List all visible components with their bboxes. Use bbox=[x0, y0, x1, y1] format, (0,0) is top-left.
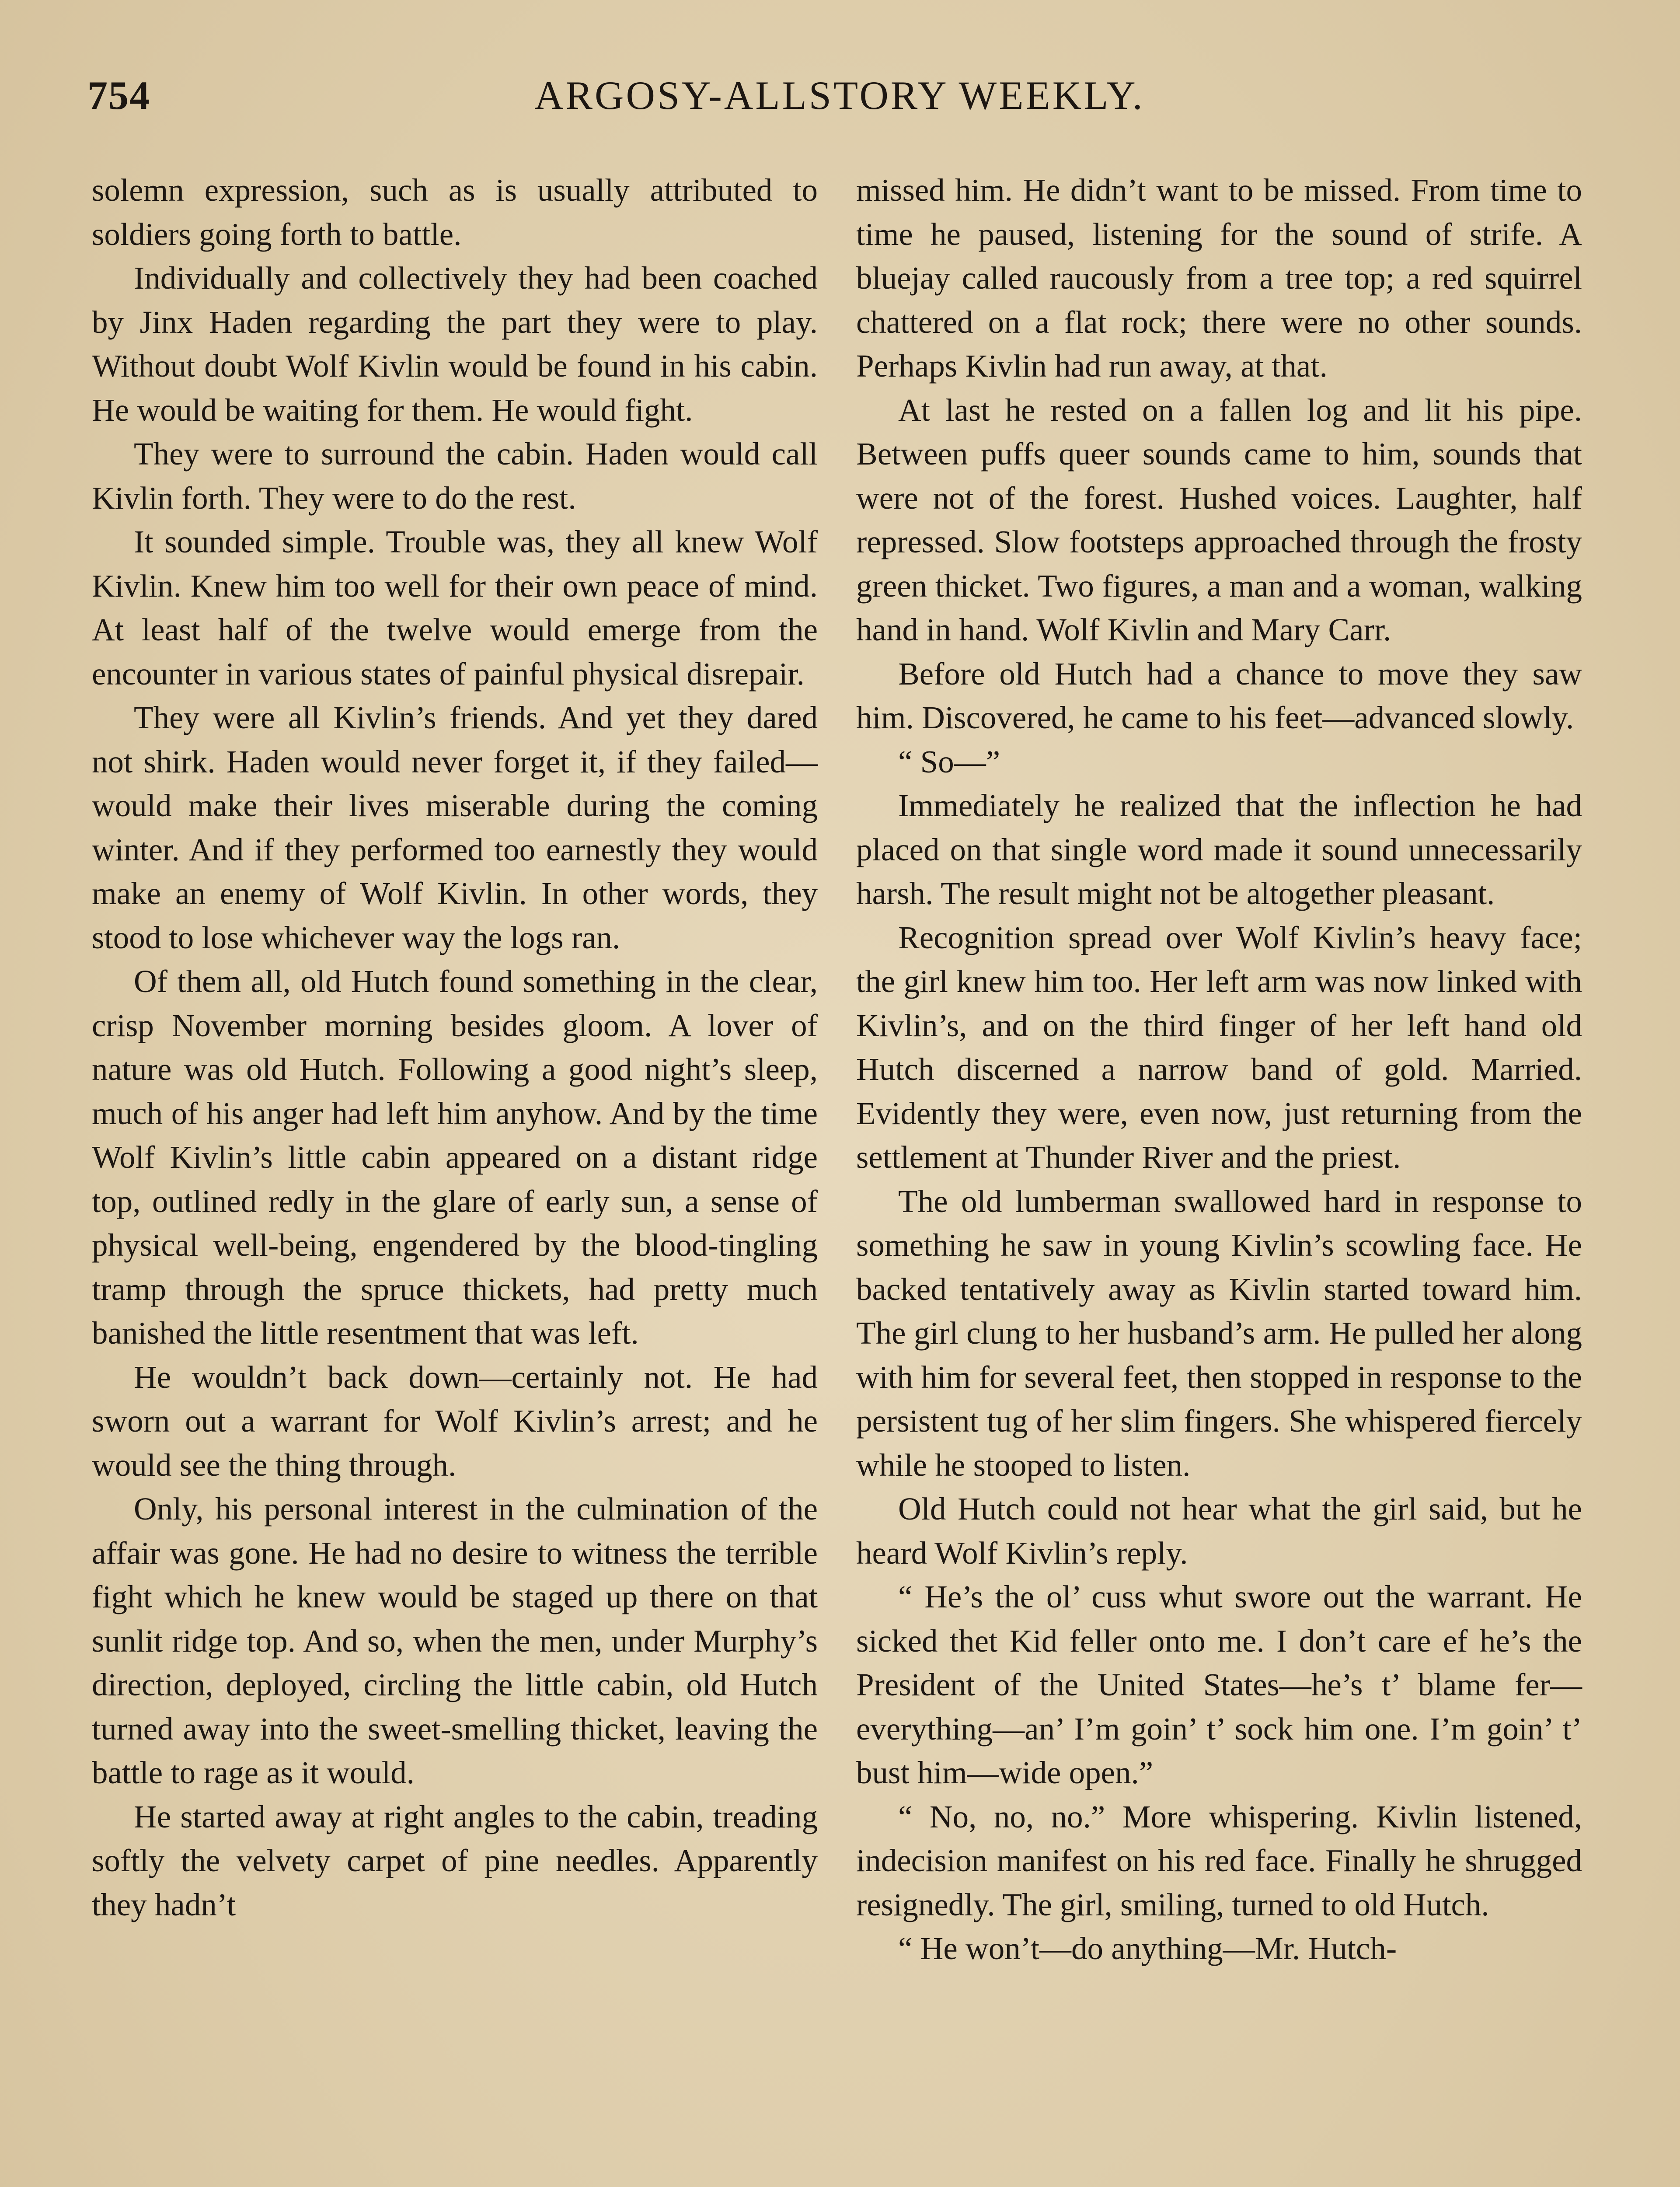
paragraph: He started away at right angles to the cabin, treading softly the velvety carpet of pine needles. Apparently they hadn’t bbox=[92, 1799, 818, 1922]
running-head: ARGOSY-ALLSTORY WEEKLY. bbox=[534, 73, 1145, 118]
paragraph: Individually and collectively they had been coached by Jinx Haden regarding the part they were to play. Without doubt Wolf Kivlin would be found in his cabin. He would be waiting for them. He would fight. bbox=[92, 260, 818, 428]
page-header bbox=[87, 72, 1592, 125]
paragraph: “ He’s the ol’ cuss whut swore out the warrant. He sicked thet Kid feller onto me. I don’t care ef he’s the President of the United States—he’s t’ blame fer—everything—an’ I’m goin’ t’ sock him one. I’m goin’ t’ bust him—wide open.” bbox=[856, 1579, 1582, 1790]
paragraph: Only, his personal interest in the culmination of the affair was gone. He had no desire to witness the terrible fight which he knew would be staged up there on that sunlit ridge top. And so, when the men, under Murphy’s direction, deployed, circling the little cabin, old Hutch turned away into the sweet-smelling thicket, leaving the battle to rage as it would. bbox=[92, 1491, 818, 1790]
left-column bbox=[92, 168, 818, 1927]
paragraph: Immediately he realized that the inflection he had placed on that single word made it sound unnecessarily harsh. The result might not be altogether pleasant. bbox=[856, 788, 1582, 911]
paragraph: The old lumberman swallowed hard in response to something he saw in young Kivlin’s scowling face. He backed tentatively away as Kivlin started toward him. The girl clung to her husband’s arm. He pulled her along with him for several feet, then stopped in response to the persistent tug of her slim fingers. She whispered fiercely while he stooped to listen. bbox=[856, 1183, 1582, 1483]
right-column bbox=[856, 168, 1582, 1971]
paragraph: Old Hutch could not hear what the girl said, but he heard Wolf Kivlin’s reply. bbox=[856, 1491, 1582, 1571]
paragraph: It sounded simple. Trouble was, they all knew Wolf Kivlin. Knew him too well for their own peace of mind. At least half of the twelve would emerge from the encounter in various states of painful physical disrepair. bbox=[92, 524, 818, 692]
paragraph: “ So—” bbox=[898, 744, 1000, 779]
page-number: 754 bbox=[87, 73, 150, 118]
paragraph: At last he rested on a fallen log and lit his pipe. Between puffs queer sounds came to him, sounds that were not of the forest. Hushed voices. Laughter, half repressed. Slow footsteps approached through the frosty green thicket. Two figures, a man and a woman, walking hand in hand. Wolf Kivlin and Mary Carr. bbox=[856, 392, 1582, 647]
paragraph: Of them all, old Hutch found something in the clear, crisp November morning besides gloom. A lover of nature was old Hutch. Following a good night’s sleep, much of his anger had left him anyhow. And by the time Wolf Kivlin’s little cabin appeared on a distant ridge top, outlined redly in the glare of early sun, a sense of physical well-being, engendered by the blood-tingling tramp through the spruce thickets, had pretty much banished the little resentment that was left. bbox=[92, 964, 818, 1351]
paragraph: Before old Hutch had a chance to move they saw him. Discovered, he came to his feet—advanced slowly. bbox=[856, 656, 1582, 735]
paragraph: “ He won’t—do anything—Mr. Hutch- bbox=[898, 1931, 1397, 1966]
paragraph: They were to surround the cabin. Haden would call Kivlin forth. They were to do the rest. bbox=[92, 436, 818, 516]
paragraph: “ No, no, no.” More whispering. Kivlin listened, indecision manifest on his red face. Finally he shrugged resignedly. The girl, smiling, turned to old Hutch. bbox=[856, 1799, 1582, 1922]
paragraph: Recognition spread over Wolf Kivlin’s heavy face; the girl knew him too. Her left arm was now linked with Kivlin’s, and on the third finger of her left hand old Hutch discerned a narrow band of gold. Married. Evidently they were, even now, just returning from the settlement at Thunder River and the priest. bbox=[856, 919, 1582, 1175]
paragraph: solemn expression, such as is usually attributed to soldiers going forth to battle. bbox=[92, 172, 818, 252]
paragraph: They were all Kivlin’s friends. And yet they dared not shirk. Haden would never forget it, if they failed—would make their lives miserable during the coming winter. And if they performed too earnestly they would make an enemy of Wolf Kivlin. In other words, they stood to lose whichever way the logs ran. bbox=[92, 700, 818, 955]
paragraph: He wouldn’t back down—certainly not. He had sworn out a warrant for Wolf Kivlin’s arrest; and he would see the thing through. bbox=[92, 1359, 818, 1483]
paragraph: missed him. He didn’t want to be missed. From time to time he paused, listening for the sound of strife. A bluejay called raucously from a tree top; a red squirrel chattered on a flat rock; there were no other sounds. Perhaps Kivlin had run away, at that. bbox=[856, 172, 1582, 384]
